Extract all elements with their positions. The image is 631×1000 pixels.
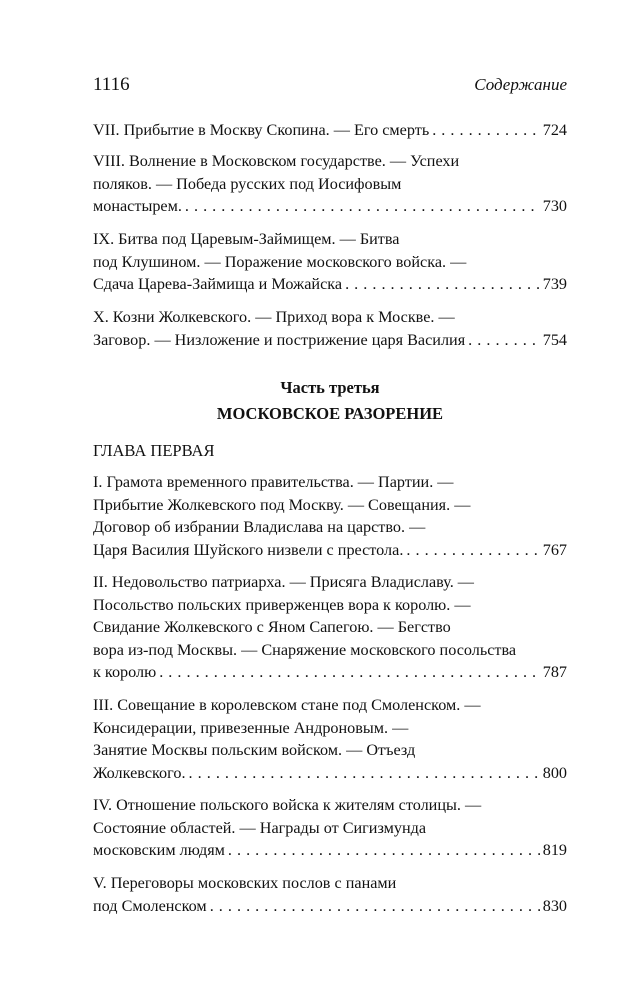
toc-entry-text: V. Переговоры московских послов с панами [93, 874, 397, 892]
toc-line [93, 195, 567, 218]
toc-entry-text: Договор об избрании Владислава на царство. — [93, 518, 426, 537]
toc-line [93, 539, 567, 562]
toc-entry-iii[interactable] [93, 694, 567, 784]
toc-line [93, 616, 567, 639]
toc-entry-v[interactable] [93, 872, 567, 917]
toc-entry-text: IV. Отношение польского войска к жителям столицы. — [93, 796, 482, 814]
toc-entry-text: монастырем. [93, 197, 182, 216]
toc-line [93, 228, 567, 251]
toc-entry-text: X. Козни Жолкевского. — Приход вора к Москве. — [93, 308, 455, 326]
toc-page-number: 787 [542, 663, 567, 682]
toc-entry-text: под Клушином. — Поражение московского войска. — [93, 252, 467, 271]
toc-entry-text: к королю [93, 663, 157, 682]
leader-dots [185, 195, 540, 218]
toc-line [93, 516, 567, 539]
toc-page-number: 739 [542, 275, 567, 294]
toc-entry-text: Состояние областей. — Награды от Сигизмунда [93, 818, 427, 837]
chapter-heading: ГЛАВА ПЕРВАЯ [93, 441, 215, 460]
toc-entry-text: Заговор. — Низложение и пострижение царя Василия [93, 330, 466, 349]
leader-dots [406, 539, 539, 562]
toc-line [93, 739, 567, 762]
toc-line [93, 119, 567, 142]
toc-line [93, 150, 567, 173]
leader-dots [159, 661, 540, 684]
toc-line [93, 306, 567, 329]
toc-line [93, 839, 567, 862]
toc-line [93, 817, 567, 840]
toc-page-number: 767 [542, 540, 567, 559]
toc-line [93, 895, 567, 918]
toc-line [93, 329, 567, 352]
toc-entry-text: Сдача Царева-Займища и Можайска [93, 275, 343, 294]
toc-entry-viii[interactable] [93, 150, 567, 218]
leader-dots [432, 119, 540, 142]
part-subtitle: МОСКОВСКОЕ РАЗОРЕНИЕ [216, 404, 444, 423]
page-number: 1116 [93, 74, 130, 95]
toc-entry-text: под Смоленском [93, 896, 207, 915]
toc-page-number: 819 [542, 841, 567, 860]
toc-entry-ii[interactable] [93, 571, 567, 684]
leader-dots [228, 839, 540, 862]
leader-dots [210, 895, 540, 918]
page-header [93, 74, 567, 96]
toc-entry-text: московским людям [93, 841, 225, 860]
toc-line [93, 251, 567, 274]
toc-entry-text: VIII. Волнение в Московском государстве. — Успехи [93, 152, 460, 170]
toc-entry-text: II. Недовольство патриарха. — Присяга Владиславу. — [93, 573, 474, 591]
toc-line [93, 872, 567, 895]
toc-line [93, 471, 567, 494]
toc-line [93, 571, 567, 594]
toc-page-number: 830 [542, 896, 567, 915]
toc-entry-vii[interactable] [93, 119, 567, 142]
leader-dots [189, 762, 540, 785]
toc-page-number: 754 [542, 330, 567, 349]
toc-line [93, 594, 567, 617]
toc-entry-text: Посольство польских приверженцев вора к королю. — [93, 595, 471, 614]
toc-line [93, 762, 567, 785]
toc-line [93, 794, 567, 817]
running-title: Содержание [474, 75, 567, 94]
toc-entry-text: Царя Василия Шуйского низвели с престола. [93, 540, 404, 559]
toc-entry-text: вора из-под Москвы. — Снаряжение московского посольства [93, 640, 517, 659]
toc-line [93, 494, 567, 517]
toc-line [93, 661, 567, 684]
toc-line [93, 639, 567, 662]
leader-dots [345, 273, 540, 296]
toc-entry-text: VII. Прибытие в Москву Скопина. — Его смерть [93, 121, 430, 139]
toc-entry-text: Жолкевского. [93, 763, 186, 782]
toc-entry-text: Занятие Москвы польским войском. — Отъезд [93, 741, 416, 760]
toc-entry-text: I. Грамота временного правительства. — Партии. — [93, 473, 454, 491]
toc-line [93, 173, 567, 196]
toc-entry-text: Прибытие Жолкевского под Москву. — Совещания. — [93, 495, 471, 514]
toc-entry-ix[interactable] [93, 228, 567, 296]
toc-entry-x[interactable] [93, 306, 567, 351]
part-title: Часть третья [280, 378, 380, 397]
toc-line [93, 273, 567, 296]
toc-page-number: 724 [542, 121, 567, 139]
toc-entry-text: Консидерации, привезенные Андроновым. — [93, 718, 409, 737]
toc-page-number: 730 [542, 197, 567, 216]
toc-page-number: 800 [542, 763, 567, 782]
toc-entry-text: Свидание Жолкевского с Яном Сапегою. — Бегство [93, 618, 451, 637]
toc-entry-text: III. Совещание в королевском стане под Смоленском. — [93, 696, 481, 714]
toc-line [93, 717, 567, 740]
toc-line [93, 694, 567, 717]
toc-entry-i[interactable] [93, 471, 567, 561]
leader-dots [468, 329, 540, 352]
toc-entry-text: IX. Битва под Царевым-Займищем. — Битва [93, 230, 400, 248]
toc-entry-text: поляков. — Победа русских под Иосифовым [93, 174, 402, 193]
toc-entry-iv[interactable] [93, 794, 567, 862]
